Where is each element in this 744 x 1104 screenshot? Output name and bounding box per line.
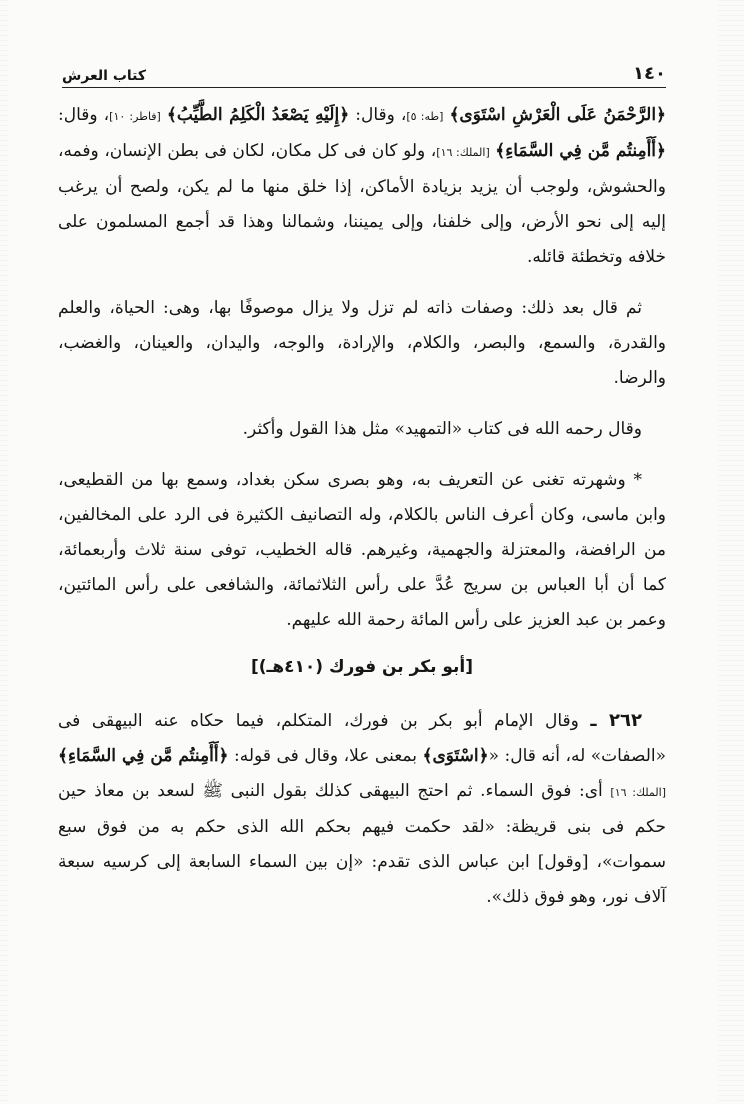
left-page-edge [0, 0, 8, 1104]
paragraph-spacer [58, 447, 666, 463]
text-fragment: ، وقال: [349, 105, 407, 125]
paragraph-spacer [58, 275, 666, 291]
page-body [58, 98, 666, 915]
verse-quote: ﴿أَأَمِنتُم مَّن فِي السَّمَاءِ﴾ [495, 141, 666, 161]
text-fragment: ، وقال: [58, 105, 110, 125]
page-number: ١٤٠ [633, 63, 666, 84]
paragraph-spacer [58, 396, 666, 412]
text-fragment: ، ولو كان فى كل مكان، لكان فى بطن الإنسان، وفمه، والحشوش، ولوجب أن يزيد بزيادة الأماكن، إذا خلق منها ما لم يكن، ولصح أن يرغب إليه إلى نحو الأرض، وإلى خلفنا، وإلى يميننا، وشمالنا وهذا قد أجمع المسلمون على خلافه وتخطئة قائله. [58, 141, 666, 267]
verse-quote: ﴿أَأَمِنتُم مَّن فِي السَّمَاءِ﴾ [58, 746, 229, 766]
verse-quote: ﴿الرَّحْمَنُ عَلَى الْعَرْشِ اسْتَوَى﴾ [449, 105, 666, 125]
running-title: كتاب العرش [62, 68, 147, 84]
right-page-edge [718, 0, 744, 1104]
paragraph-quranic-verses [58, 98, 666, 275]
entry-number: ٢٦٢ ـ [590, 710, 642, 731]
verse-quote: ﴿إِلَيْهِ يَصْعَدُ الْكَلِمُ الطَّيِّبُ﴾ [166, 105, 350, 125]
verse-reference: [الملك: ١٦] [436, 146, 490, 159]
paragraph-attributes: ثم قال بعد ذلك: وصفات ذاته لم تزل ولا يزال موصوفًا بها، وهى: الحياة، والعلم والقدرة، والسمع، والبصر، والكلام، والإرادة، والوجه، واليدان، والعينان، والغضب، والرضا. [58, 298, 666, 388]
text-fragment: وقال الإمام أبو بكر بن فورك، المتكلم، فيما حكاه عنه البيهقى فى «الصفات» له، أنه قال: « [58, 711, 666, 766]
text-fragment: بمعنى علا، وقال فى قوله: [228, 746, 423, 766]
verse-reference: [الملك: ١٦] [610, 786, 666, 799]
text-fragment: أى: فوق السماء. ثم احتج البيهقى كذلك بقول النبى ﷺ لسعد بن معاذ حين حكم فى بنى قريظة: «لقد حكمت فيهم بحكم الله الذى حكم به من فوق سبع سموات»، [وقول] ابن عباس الذى تقدم: «إن بين السماء السابعة إلى كرسيه سبعة آلاف نور، وهو فوق ذلك». [58, 781, 666, 907]
verse-reference: [فاطر: ١٠] [109, 110, 161, 123]
page-header [62, 60, 666, 88]
paragraph-tamhid: وقال رحمه الله فى كتاب «التمهيد» مثل هذا القول وأكثر. [242, 419, 642, 439]
verse-quote: ﴿اسْتَوَى﴾ [422, 746, 489, 766]
section-heading: [أبو بكر بن فورك (٤١٠هـ)] [250, 657, 474, 677]
paragraph-biography-note: * وشهرته تغنى عن التعريف به، وهو بصرى سكن بغداد، وسمع بها من القطيعى، وابن ماسى، وكان أعرف الناس بالكلام، وله التصانيف الكثيرة فى الرد على المخالفين، من الرافضة، والمعتزلة والجهمية، وغيرهم. قاله الخطيب، توفى سنة ثلاث وأربعمائة، كما أن أبا العباس بن سريج عُدَّ على رأس الثلاثمائة، والشافعى على رأس المائتين، وعمر بن عبد العزيز على رأس المائة رحمة الله عليهم. [58, 470, 666, 630]
paragraph-entry-262 [58, 703, 666, 915]
verse-reference: [طه: ٥] [406, 110, 444, 123]
